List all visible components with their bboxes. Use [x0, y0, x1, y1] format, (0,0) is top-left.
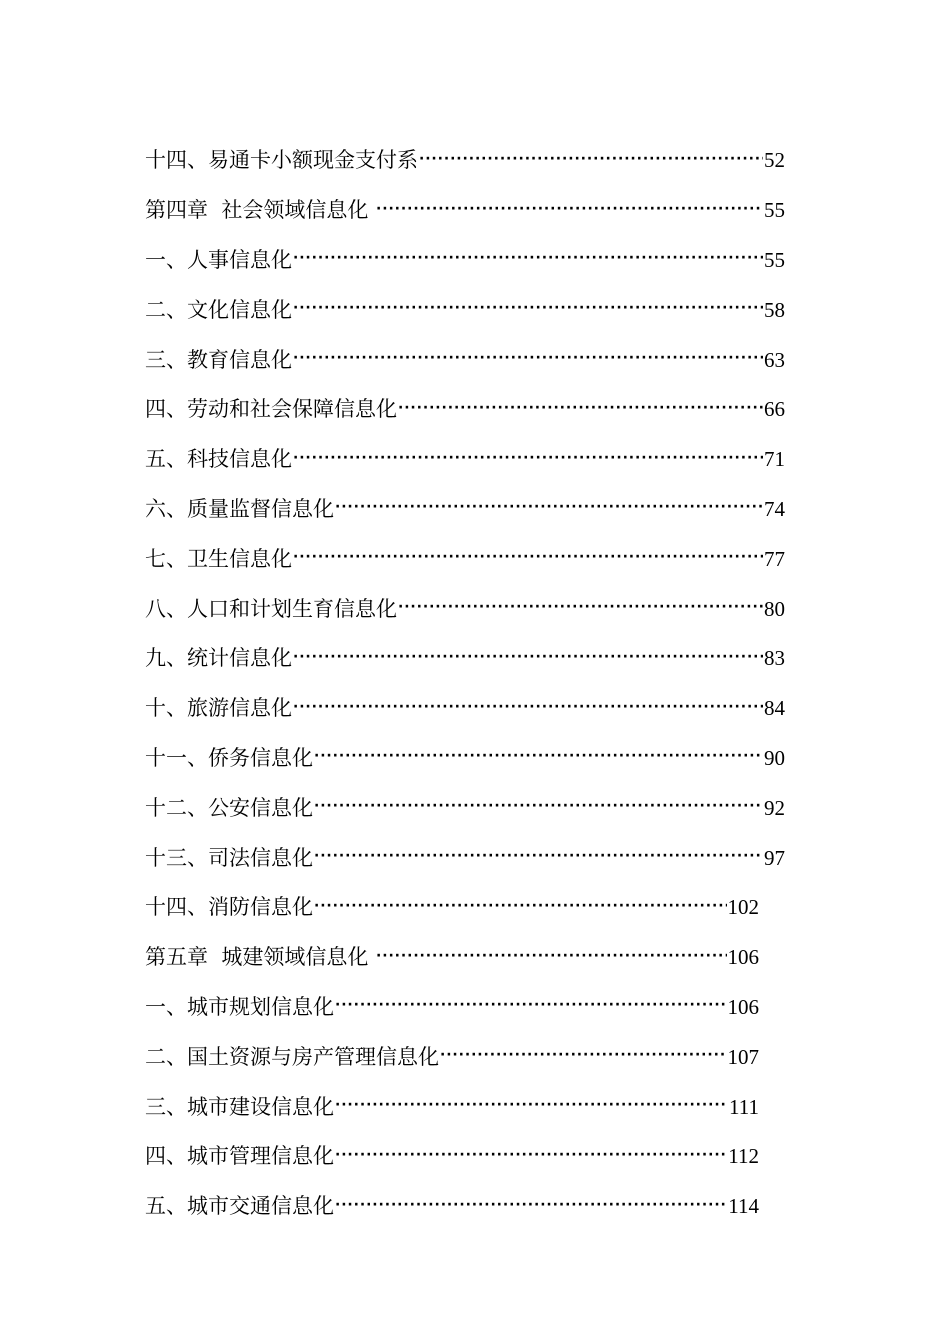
toc-entry-title: 五、科技信息化	[145, 447, 292, 472]
toc-dot-leader	[314, 899, 727, 913]
toc-entry-page: 55	[764, 198, 785, 223]
toc-entry-title: 七、卫生信息化	[145, 546, 292, 571]
toc-dot-leader	[314, 849, 763, 863]
toc-entry-title: 十二、公安信息化	[145, 795, 313, 820]
toc-entry[interactable]	[145, 534, 785, 584]
toc-dot-leader	[293, 700, 763, 714]
toc-entry-title: 四、劳动和社会保障信息化	[145, 397, 397, 422]
toc-entry-page: 112	[728, 1144, 759, 1169]
toc-entry-page: 90	[764, 745, 785, 770]
toc-entry-page: 97	[764, 845, 785, 870]
toc-entry[interactable]	[145, 1082, 759, 1132]
toc-entry-title: 十一、侨务信息化	[145, 745, 313, 770]
toc-entry[interactable]	[145, 983, 759, 1033]
toc-entry[interactable]	[145, 584, 785, 634]
toc-entry[interactable]	[145, 883, 759, 933]
toc-entry-page: 106	[727, 945, 759, 970]
toc-entry[interactable]	[145, 485, 785, 535]
toc-dot-leader	[398, 600, 763, 614]
toc-entry-title: 九、统计信息化	[145, 646, 292, 671]
toc-entry-page: 52	[764, 148, 785, 173]
toc-dot-leader	[293, 251, 763, 265]
toc-dot-leader	[314, 749, 763, 763]
toc-entry-page: 83	[764, 646, 785, 671]
toc-entry[interactable]	[145, 1132, 759, 1182]
toc-entry[interactable]	[145, 1182, 759, 1232]
toc-entry-title: 一、城市规划信息化	[145, 994, 334, 1019]
toc-entry[interactable]	[145, 734, 785, 784]
toc-dot-leader	[376, 202, 763, 216]
toc-entry-title: 二、国土资源与房产管理信息化	[145, 1044, 439, 1069]
toc-dot-leader	[376, 949, 726, 963]
toc-entry-title: 十、旅游信息化	[145, 696, 292, 721]
toc-entry-page: 66	[764, 397, 785, 422]
toc-entry-title: 六、质量监督信息化	[145, 496, 334, 521]
toc-entry-page: 71	[764, 447, 785, 472]
toc-dot-leader	[314, 799, 763, 813]
toc-dot-leader	[293, 550, 763, 564]
toc-entry-page: 111	[729, 1094, 759, 1119]
toc-entry[interactable]	[145, 684, 785, 734]
toc-dot-leader	[398, 401, 763, 415]
toc-entry-page: 92	[764, 795, 785, 820]
toc-dot-leader	[440, 1048, 727, 1062]
toc-entry-title: 三、城市建设信息化	[145, 1094, 334, 1119]
table-of-contents	[145, 136, 785, 1232]
toc-entry[interactable]	[145, 1032, 759, 1082]
toc-entry-page: 58	[764, 297, 785, 322]
toc-dot-leader	[335, 1148, 727, 1162]
toc-dot-leader	[419, 152, 763, 166]
toc-entry-page: 77	[764, 546, 785, 571]
toc-entry-title: 二、文化信息化	[145, 297, 292, 322]
toc-entry-page: 106	[727, 994, 759, 1019]
toc-entry[interactable]	[145, 285, 785, 335]
toc-entry-title: 第五章 城建领域信息化	[145, 945, 376, 970]
toc-entry-page: 84	[764, 696, 785, 721]
toc-entry[interactable]	[145, 236, 785, 286]
toc-entry-title: 一、人事信息化	[145, 247, 292, 272]
toc-entry-title: 第四章 社会领域信息化	[145, 198, 376, 223]
toc-entry-title: 四、城市管理信息化	[145, 1144, 334, 1169]
toc-entry-title: 五、城市交通信息化	[145, 1194, 334, 1219]
toc-dot-leader	[335, 500, 763, 514]
toc-entry[interactable]	[145, 783, 785, 833]
toc-entry[interactable]	[145, 335, 785, 385]
toc-entry-title: 三、教育信息化	[145, 347, 292, 372]
toc-entry[interactable]	[145, 136, 785, 186]
toc-entry-page: 55	[764, 247, 785, 272]
toc-dot-leader	[293, 301, 763, 315]
toc-entry-page: 102	[727, 895, 759, 920]
toc-entry[interactable]	[145, 933, 759, 983]
toc-dot-leader	[293, 351, 763, 365]
toc-entry-title: 十四、易通卡小额现金支付系	[145, 148, 418, 173]
toc-entry-page: 114	[728, 1194, 759, 1219]
toc-dot-leader	[293, 650, 763, 664]
toc-entry[interactable]	[145, 634, 785, 684]
toc-dot-leader	[293, 451, 763, 465]
toc-entry-page: 107	[727, 1044, 759, 1069]
toc-entry[interactable]	[145, 435, 785, 485]
toc-entry-page: 63	[764, 347, 785, 372]
toc-entry-page: 80	[764, 596, 785, 621]
toc-dot-leader	[335, 1098, 728, 1112]
toc-entry-title: 十三、司法信息化	[145, 845, 313, 870]
toc-entry-page: 74	[764, 496, 785, 521]
toc-dot-leader	[335, 998, 727, 1012]
toc-entry[interactable]	[145, 186, 785, 236]
toc-dot-leader	[335, 1198, 727, 1212]
toc-entry-title: 八、人口和计划生育信息化	[145, 596, 397, 621]
toc-entry[interactable]	[145, 385, 785, 435]
toc-entry[interactable]	[145, 833, 785, 883]
toc-entry-title: 十四、消防信息化	[145, 895, 313, 920]
